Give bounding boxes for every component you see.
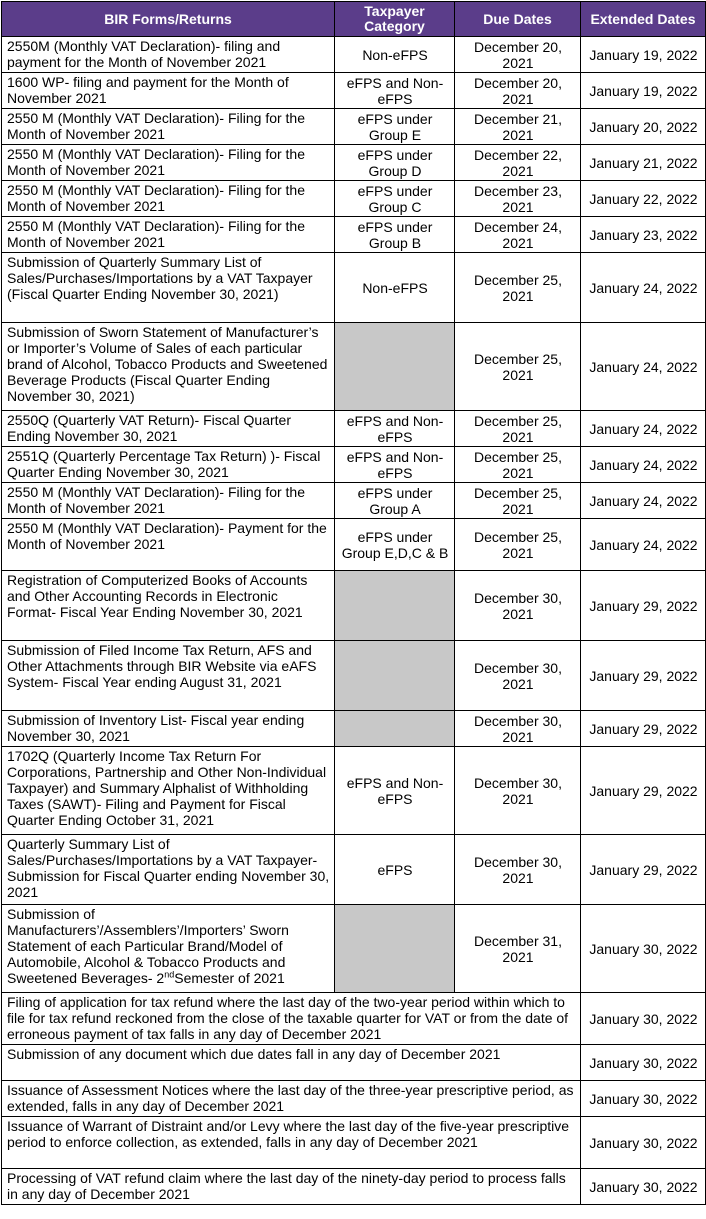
form-cell: 2550 M (Monthly VAT Declaration)- Payment for the Month of November 2021: [2, 519, 335, 571]
header-form: BIR Forms/Returns: [2, 2, 335, 37]
form-cell: 2550M (Monthly VAT Declaration)- filing and payment for the Month of November 2021: [2, 37, 335, 73]
extended-date-cell: January 29, 2022: [581, 747, 706, 835]
table-row: [2, 181, 706, 217]
table-row: [2, 73, 706, 109]
category-cell: Non-eFPS: [335, 37, 455, 73]
table-row: [2, 835, 706, 905]
form-text: Submission of Manufacturers’/Assemblers’/Importers’ Sworn Statement of each Particular Brand/Model of Automobile, Alcohol & Tobacco Products and Sweetened Beverages- 2: [7, 906, 289, 986]
due-date-cell: December 25, 2021: [455, 519, 581, 571]
extended-date-cell: January 20, 2022: [581, 109, 706, 145]
due-date-cell: December 25, 2021: [455, 447, 581, 483]
due-date-cell: December 25, 2021: [455, 253, 581, 323]
form-cell: 2550 M (Monthly VAT Declaration)- Filing for the Month of November 2021: [2, 483, 335, 519]
category-cell: eFPS under Group E,D,C & B: [335, 519, 455, 571]
extended-date-cell: January 24, 2022: [581, 253, 706, 323]
category-cell: eFPS and Non-eFPS: [335, 747, 455, 835]
form-cell: Submission of Sworn Statement of Manufacturer’s or Importer’s Volume of Sales of each particular brand of Alcohol, Tobacco Products and Sweetened Beverage Products (Fiscal Quarter Ending November 30, 2021): [2, 323, 335, 411]
form-cell: 1702Q (Quarterly Income Tax Return For Corporations, Partnership and Other Non-Individual Taxpayer) and Summary Alphalist of Withholding Taxes (SAWT)- Filing and Payment for Fiscal Quarter Ending October 31, 2021: [2, 747, 335, 835]
due-date-cell: December 30, 2021: [455, 747, 581, 835]
category-cell: eFPS under Group E: [335, 109, 455, 145]
due-date-cell: December 25, 2021: [455, 483, 581, 519]
description-cell: Filing of application for tax refund where the last day of the two-year period within which to file for tax refund reckoned from the close of the taxable quarter for VAT or from the date of erroneous payment of tax falls in any day of December 2021: [2, 993, 581, 1045]
description-cell: Issuance of Assessment Notices where the last day of the three-year prescriptive period, as extended, falls in any day of December 2021: [2, 1081, 581, 1117]
table-row: [2, 253, 706, 323]
due-date-cell: December 30, 2021: [455, 835, 581, 905]
table-row: [2, 145, 706, 181]
extended-date-cell: January 30, 2022: [581, 1045, 706, 1081]
due-date-cell: December 31, 2021: [455, 905, 581, 993]
wide-row: [2, 993, 706, 1045]
extended-date-cell: January 23, 2022: [581, 217, 706, 253]
table-row: [2, 109, 706, 145]
description-cell: Issuance of Warrant of Distraint and/or Levy where the last day of the five-year prescriptive period to enforce collection, as extended, falls in any day of December 2021: [2, 1117, 581, 1169]
due-date-cell: December 30, 2021: [455, 571, 581, 641]
extended-date-cell: January 24, 2022: [581, 323, 706, 411]
extended-date-cell: January 29, 2022: [581, 571, 706, 641]
due-date-cell: December 20, 2021: [455, 73, 581, 109]
table-row: [2, 641, 706, 711]
category-cell: [335, 571, 455, 641]
category-cell: Non-eFPS: [335, 253, 455, 323]
header-due-date: Due Dates: [455, 2, 581, 37]
wide-row: [2, 1081, 706, 1117]
form-cell: 2550 M (Monthly VAT Declaration)- Filing for the Month of November 2021: [2, 181, 335, 217]
due-date-cell: December 24, 2021: [455, 217, 581, 253]
extended-date-cell: January 24, 2022: [581, 519, 706, 571]
table-row: [2, 217, 706, 253]
form-cell: 2550 M (Monthly VAT Declaration)- Filing for the Month of November 2021: [2, 109, 335, 145]
form-cell: Quarterly Summary List of Sales/Purchases/Importations by a VAT Taxpayer- Submission for Fiscal Quarter ending November 30, 2021: [2, 835, 335, 905]
category-cell: [335, 323, 455, 411]
due-date-cell: December 25, 2021: [455, 411, 581, 447]
extended-date-cell: January 24, 2022: [581, 447, 706, 483]
description-cell: Processing of VAT refund claim where the last day of the ninety-day period to process falls in any day of December 2021: [2, 1169, 581, 1205]
form-cell: Submission of Filed Income Tax Return, AFS and Other Attachments through BIR Website via eAFS System- Fiscal Year ending August 31, 2021: [2, 641, 335, 711]
form-cell: Registration of Computerized Books of Accounts and Other Accounting Records in Electronic Format- Fiscal Year Ending November 30, 2021: [2, 571, 335, 641]
category-cell: [335, 641, 455, 711]
table-row: [2, 747, 706, 835]
extended-date-cell: January 22, 2022: [581, 181, 706, 217]
table-row: [2, 447, 706, 483]
table-row: [2, 519, 706, 571]
extended-date-cell: January 29, 2022: [581, 641, 706, 711]
extended-date-cell: January 21, 2022: [581, 145, 706, 181]
due-date-cell: December 22, 2021: [455, 145, 581, 181]
extended-date-cell: January 29, 2022: [581, 835, 706, 905]
table-row: [2, 905, 706, 993]
due-date-cell: December 30, 2021: [455, 641, 581, 711]
extended-date-cell: January 30, 2022: [581, 1117, 706, 1169]
extended-date-cell: January 19, 2022: [581, 73, 706, 109]
extended-date-cell: January 30, 2022: [581, 905, 706, 993]
table-row: [2, 37, 706, 73]
extended-date-cell: January 24, 2022: [581, 411, 706, 447]
category-cell: eFPS under Group A: [335, 483, 455, 519]
due-date-cell: December 23, 2021: [455, 181, 581, 217]
description-cell: Submission of any document which due dates fall in any day of December 2021: [2, 1045, 581, 1081]
due-date-cell: December 30, 2021: [455, 711, 581, 747]
table-row: [2, 323, 706, 411]
table-row: [2, 711, 706, 747]
form-cell: [2, 905, 335, 993]
extended-date-cell: January 19, 2022: [581, 37, 706, 73]
category-cell: eFPS under Group D: [335, 145, 455, 181]
form-cell: Submission of Quarterly Summary List of Sales/Purchases/Importations by a VAT Taxpayer (Fiscal Quarter Ending November 30, 2021): [2, 253, 335, 323]
due-date-cell: December 25, 2021: [455, 323, 581, 411]
category-cell: eFPS under Group B: [335, 217, 455, 253]
wide-row: [2, 1169, 706, 1205]
category-cell: eFPS and Non-eFPS: [335, 447, 455, 483]
due-date-cell: December 20, 2021: [455, 37, 581, 73]
form-cell: 2550Q (Quarterly VAT Return)- Fiscal Quarter Ending November 30, 2021: [2, 411, 335, 447]
form-text: Semester of 2021: [174, 970, 285, 986]
extended-date-cell: January 30, 2022: [581, 1081, 706, 1117]
table-row: [2, 483, 706, 519]
header-row: [2, 2, 706, 37]
due-date-cell: December 21, 2021: [455, 109, 581, 145]
wide-row: [2, 1117, 706, 1169]
extended-date-cell: January 29, 2022: [581, 711, 706, 747]
table-row: [2, 571, 706, 641]
form-cell: 2550 M (Monthly VAT Declaration)- Filing for the Month of November 2021: [2, 217, 335, 253]
ordinal-suffix: nd: [164, 969, 175, 980]
wide-row: [2, 1045, 706, 1081]
category-cell: eFPS and Non-eFPS: [335, 411, 455, 447]
category-cell: eFPS: [335, 835, 455, 905]
extended-date-cell: January 24, 2022: [581, 483, 706, 519]
form-cell: 1600 WP- filing and payment for the Month of November 2021: [2, 73, 335, 109]
form-cell: 2551Q (Quarterly Percentage Tax Return) )- Fiscal Quarter Ending November 30, 2021: [2, 447, 335, 483]
category-cell: eFPS and Non-eFPS: [335, 73, 455, 109]
table-row: [2, 411, 706, 447]
category-cell: eFPS under Group C: [335, 181, 455, 217]
form-cell: Submission of Inventory List- Fiscal year ending November 30, 2021: [2, 711, 335, 747]
category-cell: [335, 711, 455, 747]
header-category: Taxpayer Category: [335, 2, 455, 37]
header-extended-date: Extended Dates: [581, 2, 706, 37]
tax-deadline-table: [1, 1, 706, 1205]
extended-date-cell: January 30, 2022: [581, 993, 706, 1045]
extended-date-cell: January 30, 2022: [581, 1169, 706, 1205]
form-cell: 2550 M (Monthly VAT Declaration)- Filing for the Month of November 2021: [2, 145, 335, 181]
category-cell: [335, 905, 455, 993]
